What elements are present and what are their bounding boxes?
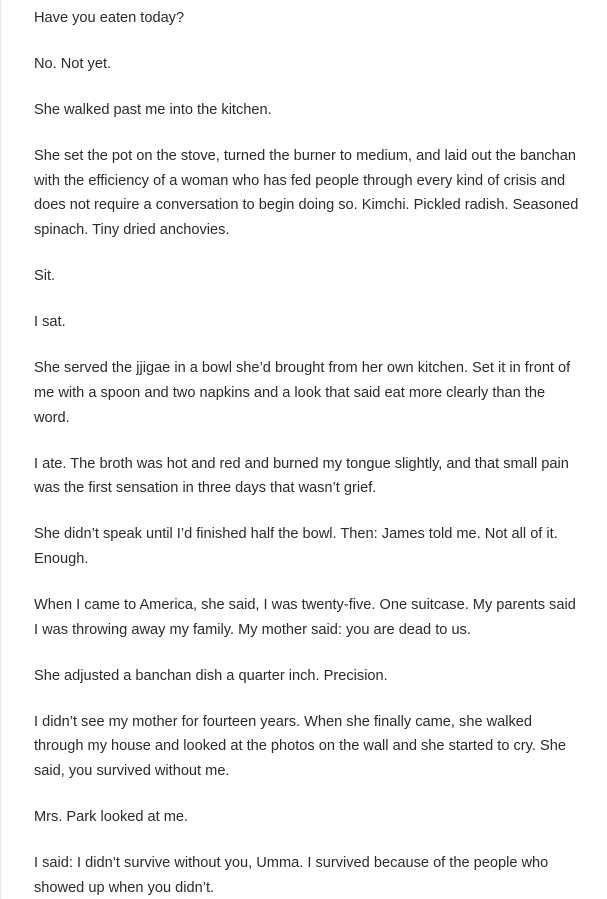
paragraph: No. Not yet. [34, 56, 112, 73]
paragraph: Sit. [34, 268, 56, 285]
story-text [34, 6, 580, 899]
paragraph: Have you eaten today? [34, 10, 185, 26]
paragraph: She adjusted a banchan dish a quarter inch. Precision. [34, 667, 388, 684]
paragraph: Mrs. Park looked at me. [34, 809, 189, 826]
paragraph: I ate. The broth was hot and red and burned my tongue slightly, and that small pain was the first sensation in three days that wasn’t grief. [34, 455, 569, 497]
paragraph: I said: I didn’t survive without you, Umma. I survived because of the people who showed up when you didn’t. [34, 855, 549, 896]
paragraph: She served the jjigae in a bowl she’d brought from her own kitchen. Set it in front of me with a spoon and two napkins and a look that said eat more clearly than the word. [34, 360, 571, 426]
paragraph: I didn’t see my mother for fourteen years. When she finally came, she walked through my house and looked at the photos on the wall and she started to cry. She said, you survived without me. [34, 713, 566, 779]
paragraph: She walked past me into the kitchen. [34, 102, 272, 119]
paragraph: She didn’t speak until I’d finished half the bowl. Then: James told me. Not all of it. Enough. [34, 526, 558, 567]
paragraph: She set the pot on the stove, turned the burner to medium, and laid out the banchan with the efficiency of a woman who has fed people through every kind of crisis and does not require a conversation to begin doing so. Kimchi. Pickled radish. Seasoned spinach. Tiny dried anchovies. [34, 148, 579, 239]
paragraph: I sat. [34, 314, 66, 331]
left-border [0, 0, 1, 899]
paragraph: When I came to America, she said, I was twenty-five. One suitcase. My parents said I was throwing away my family. My mother said: you are dead to us. [34, 597, 576, 638]
